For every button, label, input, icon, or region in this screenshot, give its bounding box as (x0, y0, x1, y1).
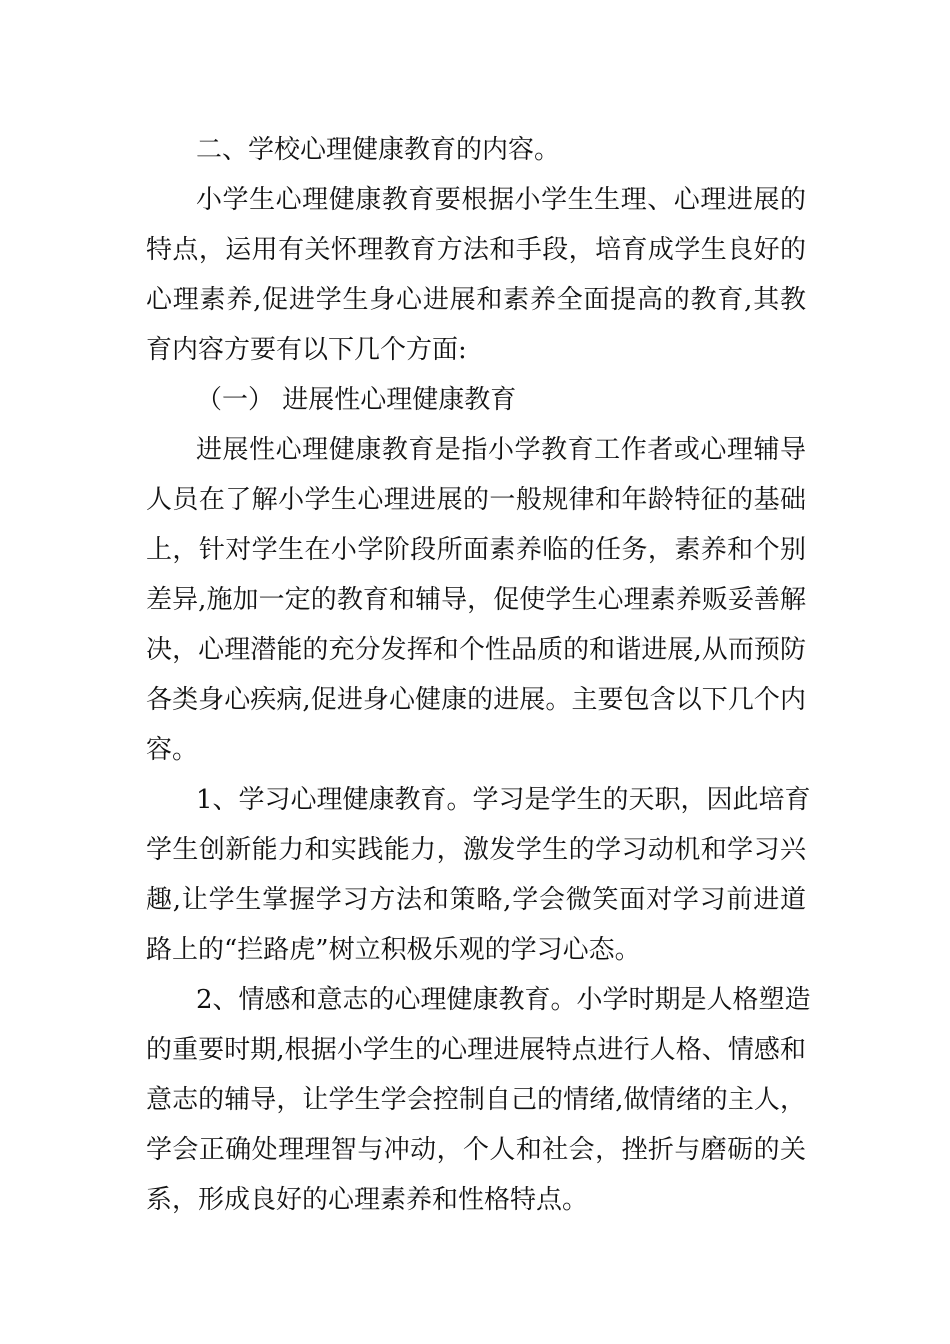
paragraph-line: 小学生心理健康教育要根据小学生生理、心理进展的 (196, 185, 806, 215)
paragraph-line: 意志的辅导，让学生学会控制自己的情绪,做情绪的主人， (146, 1085, 806, 1115)
paragraph-line: 系，形成良好的心理素养和性格特点。 (146, 1185, 589, 1215)
paragraph-line: 学会正确处理理智与冲动，个人和社会，挫折与磨砺的关 (146, 1135, 806, 1165)
subsection-heading: （一） 进展性心理健康教育 (196, 385, 517, 415)
paragraph-line: 人员在了解小学生心理进展的一般规律和年龄特征的基础 (146, 485, 806, 515)
paragraph-line: 育内容方要有以下几个方面: (146, 335, 467, 365)
paragraph-line: 进展性心理健康教育是指小学教育工作者或心理辅导 (196, 435, 806, 465)
paragraph-line: 趣,让学生掌握学习方法和策略,学会微笑面对学习前进道 (146, 885, 806, 915)
paragraph-line: 上，针对学生在小学阶段所面素养临的任务，素养和个别 (146, 535, 806, 565)
paragraph-line: 心理素养,促进学生身心进展和素养全面提高的教育,其教 (146, 285, 806, 315)
paragraph-line: 决，心理潜能的充分发挥和个性品质的和谐进展,从而预防 (146, 635, 806, 665)
paragraph-line: 差异,施加一定的教育和辅导，促使学生心理素养贩妥善解 (146, 585, 806, 615)
paragraph-line: 特点，运用有关怀理教育方法和手段，培育成学生良好的 (146, 235, 806, 265)
section-heading: 二、学校心理健康教育的内容。 (196, 135, 561, 165)
paragraph-line: 的重要时期,根据小学生的心理进展特点进行人格、情感和 (146, 1035, 806, 1065)
paragraph-line: 2、情感和意志的心理健康教育。小学时期是人格塑造 (196, 985, 811, 1015)
paragraph-line: 路上的“拦路虎”树立积极乐观的学习心态。 (146, 935, 641, 965)
paragraph-line: 容。 (146, 735, 199, 765)
paragraph-line: 学生创新能力和实践能力，激发学生的学习动机和学习兴 (146, 835, 806, 865)
paragraph-line: 各类身心疾病,促进身心健康的进展。主要包含以下几个内 (146, 685, 806, 715)
paragraph-line: 1、学习心理健康教育。学习是学生的天职，因此培育 (196, 785, 811, 815)
